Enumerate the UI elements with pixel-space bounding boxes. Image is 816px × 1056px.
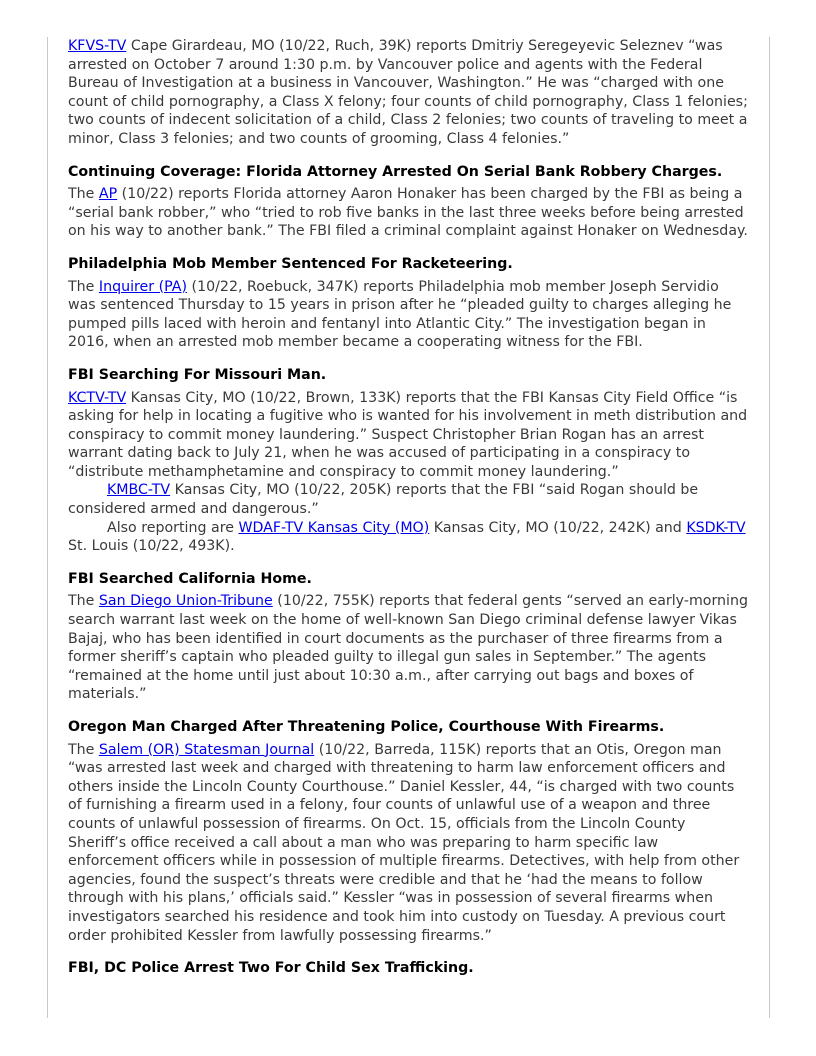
source-link-kfvs-tv[interactable]: KFVS-TV [68,38,127,54]
source-link-inquirer[interactable]: Inquirer (PA) [98,278,188,295]
article-dc-child-trafficking [68,959,748,978]
article-missouri-man [68,366,748,556]
article-california-home [68,570,748,704]
article-headline: FBI Searching For Missouri Man. [68,366,327,383]
source-link-wdaf-tv[interactable]: WDAF-TV Kansas City (MO) [238,519,430,536]
article-paragraph: KCTV-TV Kansas City, MO (10/22, Brown, 133K) reports that the FBI Kansas City Field Office “is asking for help in locating a fugitive who is wanted for his involvement in meth distribution and conspiracy to commit money laundering.” Suspect Christopher Brian Rogan has an arrest warrant dating back to July 21, when he was accused of participating in a conspiracy to “distribute methamphetamine and conspiracy to commit money laundering.” [68,389,748,480]
source-link-kmbc-tv[interactable]: KMBC-TV [107,482,171,499]
article-paragraph: The Inquirer (PA) (10/22, Roebuck, 347K) reports Philadelphia mob member Joseph Servidio was sentenced Thursday to 15 years in prison after he “pleaded guilty to charges alleging he pumped pills laced with heroin and fentanyl into Atlantic City.” The investigation began in 2016, when an arrested mob member became a cooperating witness for the FBI. [68,278,732,351]
article-paragraph: KFVS-TV Cape Girardeau, MO (10/22, Ruch, 39K) reports Dmitriy Seregeyevic Seleznev “was arrested on October 7 around 1:30 p.m. by Vancouver police and agents with the Federal Bureau of Investigation at a business in Vancouver, Washington.” He was “charged with one count of child pornography, a Class X felony; four counts of child pornography, Class 1 felonies; two counts of indecent solicitation of a child, Class 2 felonies; two counts of traveling to meet a minor, Class 3 felonies; and two counts of grooming, Class 4 felonies.” [68,38,748,147]
article-philadelphia-mob [68,255,748,352]
article-paragraph: KMBC-TV Kansas City, MO (10/22, 205K) reports that the FBI “said Rogan should be considered armed and dangerous.” [68,482,699,518]
article-kfvs [68,37,748,149]
article-headline: FBI, DC Police Arrest Two For Child Sex Trafficking. [68,960,474,977]
article-paragraph: The San Diego Union-Tribune (10/22, 755K) reports that federal gents “served an early-morning search warrant last week on the home of well-known San Diego criminal defense lawyer Vikas Bajaj, who has been identified in court documents as the purchaser of three firearms from a former sheriff’s captain who pleaded guilty to illegal gun sales in September.” The agents “remained at the home until just about 10:30 a.m., after carrying out bags and boxes of materials.” [68,593,748,703]
source-link-ksdk-tv[interactable]: KSDK-TV [686,519,746,536]
article-florida-attorney [68,163,748,241]
article-paragraph: Also reporting are WDAF-TV Kansas City (MO) Kansas City, MO (10/22, 242K) and KSDK-TV St. Louis (10/22, 493K). [68,519,746,555]
article-oregon-man [68,718,748,945]
article-paragraph: The Salem (OR) Statesman Journal (10/22, Barreda, 115K) reports that an Otis, Oregon man “was arrested last week and charged with threatening to harm law enforcement officers and others inside the Lincoln County Courthouse.” Daniel Kessler, 44, “is charged with two counts of furnishing a firearm used in a felony, four counts of unlawful use of a weapon and three counts of unlawful possession of firearms. On Oct. 15, officials from the Lincoln County Sheriff’s office received a call about a man who was preparing to harm specific law enforcement officers while in possession of multiple firearms. Detectives, with help from other agencies, found the suspect’s threats were credible and that he ‘had the means to follow through with his plans,’ officials said.” Kessler “was in possession of several firearms when investigators searched his residence and took him into custody on Tuesday. A previous court order prohibited Kessler from lawfully possessing firearms.” [68,741,740,944]
article-headline: Continuing Coverage: Florida Attorney Arrested On Serial Bank Robbery Charges. [68,163,723,180]
article-headline: Oregon Man Charged After Threatening Police, Courthouse With Firearms. [68,719,665,735]
article-headline: Philadelphia Mob Member Sentenced For Racketeering. [68,255,513,272]
source-link-kctv-tv[interactable]: KCTV-TV [68,389,127,406]
source-link-statesman-journal[interactable]: Salem (OR) Statesman Journal [98,741,315,758]
source-link-san-diego-union-tribune[interactable]: San Diego Union-Tribune [98,593,273,610]
document-body [68,37,748,982]
article-paragraph: The AP (10/22) reports Florida attorney Aaron Honaker has been charged by the FBI as being a “serial bank robber,” who “tried to rob five banks in the last three weeks before being arrested on his way to another bank.” The FBI filed a criminal complaint against Honaker on Wednesday. [68,186,748,240]
source-link-ap[interactable]: AP [98,186,118,203]
article-headline: FBI Searched California Home. [68,570,312,587]
